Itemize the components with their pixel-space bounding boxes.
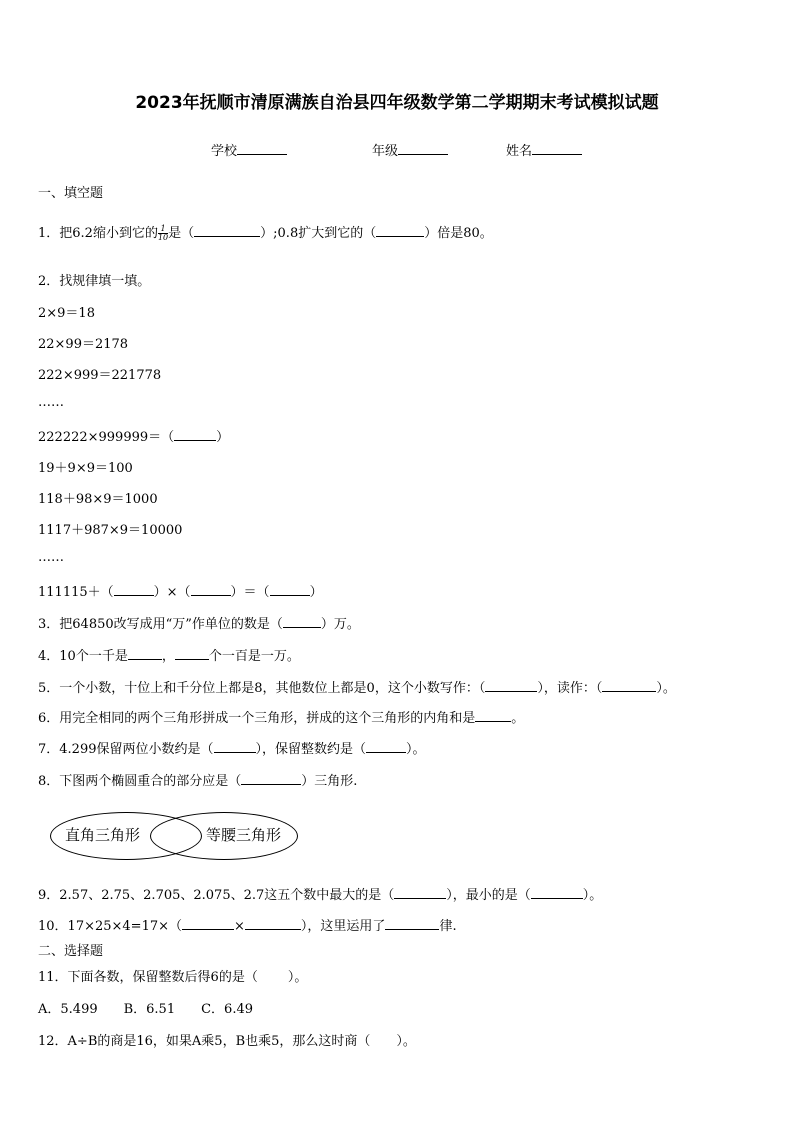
q11-text: ）。: [287, 970, 308, 985]
q9-text: ），最小的是（: [446, 888, 531, 903]
answer-blank[interactable]: [475, 707, 511, 722]
question-2-intro: 2．找规律填一填。: [38, 274, 151, 289]
q10-text: ），这里运用了: [300, 919, 386, 934]
q3-text: ）万。: [320, 617, 360, 632]
school-blank[interactable]: [237, 140, 287, 155]
ellipsis: ……: [38, 550, 64, 565]
name-label: 姓名: [506, 144, 533, 159]
q1-text-d: ）倍是80。: [424, 226, 493, 241]
q4-text: ，: [161, 649, 175, 664]
answer-blank[interactable]: [376, 222, 424, 237]
answer-blank[interactable]: [191, 581, 231, 596]
pattern-line: [38, 581, 323, 600]
answer-blank[interactable]: [114, 581, 154, 596]
answer-blank[interactable]: [174, 426, 216, 441]
answer-blank[interactable]: [394, 884, 446, 899]
answer-blank[interactable]: [283, 613, 321, 628]
q5-text: ），读作：（: [537, 681, 603, 696]
fraction-one-tenth: [158, 225, 168, 242]
answer-blank[interactable]: [245, 915, 301, 930]
answer-blank[interactable]: [182, 915, 234, 930]
right-ellipse-label: 等腰三角形: [206, 826, 282, 844]
fraction-denominator: 10: [157, 233, 169, 242]
q6-text: 。: [511, 711, 525, 726]
grade-blank[interactable]: [398, 140, 448, 155]
section-fill-in: 一、填空题: [38, 186, 104, 201]
question-11-options: A．5.499 B．6.51 C．6.49: [38, 1002, 253, 1017]
page-title: 2023年抚顺市清原满族自治县四年级数学第二学期期末考试模拟试题: [135, 93, 659, 113]
question-1: [38, 222, 493, 242]
name-blank[interactable]: [532, 140, 582, 155]
q10-text: ×: [234, 919, 245, 934]
pattern-text: ）: [309, 585, 323, 600]
q9-text: 9．2.57、2.75、2.705、2.075、2.7这五个数中最大的是（: [38, 888, 395, 903]
question-8: [38, 770, 357, 789]
pattern-line: 22×99＝2178: [38, 337, 129, 352]
q5-text: 5．一个小数，十位上和千分位上都是8，其他数位上都是0，这个小数写作：（: [38, 681, 486, 696]
answer-blank[interactable]: [194, 222, 260, 237]
question-5: [38, 677, 676, 696]
pattern-line: 118＋98×9＝1000: [38, 492, 158, 507]
venn-diagram: [50, 812, 310, 862]
question-4: [38, 645, 300, 664]
school-label: 学校: [211, 144, 238, 159]
pattern-text: 222222×999999＝（: [38, 430, 175, 445]
pattern-line: 2×9＝18: [38, 306, 95, 321]
pattern-text: 111115＋（: [38, 585, 114, 600]
q4-text: 个一百是一万。: [208, 649, 300, 664]
q8-text: 8．下图两个椭圆重合的部分应是（: [38, 774, 242, 789]
q7-text: 7．4.299保留两位小数约是（: [38, 742, 214, 757]
grade-field: [372, 140, 448, 159]
pattern-line: 222×999＝221778: [38, 368, 162, 383]
q5-text: ）。: [656, 681, 676, 696]
pattern-text: ）＝（: [230, 585, 270, 600]
question-6: [38, 707, 524, 726]
answer-blank[interactable]: [385, 915, 439, 930]
question-9: [38, 884, 602, 903]
question-7: [38, 738, 426, 757]
q10-text: 律.: [439, 919, 457, 934]
answer-blank[interactable]: [602, 677, 656, 692]
answer-blank[interactable]: [214, 738, 256, 753]
answer-blank[interactable]: [531, 884, 583, 899]
pattern-line: 19＋9×9＝100: [38, 461, 133, 476]
pattern-text: ）: [216, 430, 230, 445]
answer-blank[interactable]: [241, 770, 301, 785]
question-12: 12．A÷B的商是16，如果A乘5，B也乘5，那么这时商（ ）。: [38, 1034, 416, 1049]
q7-text: ）。: [406, 742, 426, 757]
pattern-line: 1117＋987×9＝10000: [38, 523, 183, 538]
q3-text: 3．把64850改写成用“万”作单位的数是（: [38, 617, 283, 632]
q1-text-c: ）;0.8扩大到它的（: [260, 226, 377, 241]
q8-text: ）三角形.: [301, 774, 358, 789]
school-field: [211, 140, 287, 159]
answer-blank[interactable]: [175, 645, 209, 660]
q1-text-b: 是（: [168, 226, 195, 241]
section-multiple-choice: 二、选择题: [38, 944, 104, 959]
grade-label: 年级: [372, 144, 399, 159]
q6-text: 6．用完全相同的两个三角形拼成一个三角形，拼成的这个三角形的内角和是: [38, 711, 476, 726]
q7-text: ），保留整数约是（: [255, 742, 367, 757]
question-3: [38, 613, 360, 632]
name-field: [506, 140, 582, 159]
pattern-text: ）×（: [153, 585, 191, 600]
q11-text: 11．下面各数，保留整数后得6的是（: [38, 970, 258, 985]
answer-blank[interactable]: [270, 581, 310, 596]
answer-blank[interactable]: [366, 738, 406, 753]
question-11: [38, 966, 307, 985]
fraction-numerator: 1: [158, 225, 168, 234]
q4-text: 4．10个一千是: [38, 649, 128, 664]
q10-text: 10．17×25×4=17×（: [38, 919, 183, 934]
q1-text-a: 1．把6.2缩小到它的: [38, 226, 158, 241]
answer-blank[interactable]: [485, 677, 537, 692]
ellipsis: ……: [38, 395, 64, 410]
pattern-line: [38, 426, 229, 445]
answer-blank[interactable]: [128, 645, 162, 660]
left-ellipse-label: 直角三角形: [65, 826, 141, 844]
q9-text: ）。: [582, 888, 603, 903]
question-10: [38, 915, 457, 934]
